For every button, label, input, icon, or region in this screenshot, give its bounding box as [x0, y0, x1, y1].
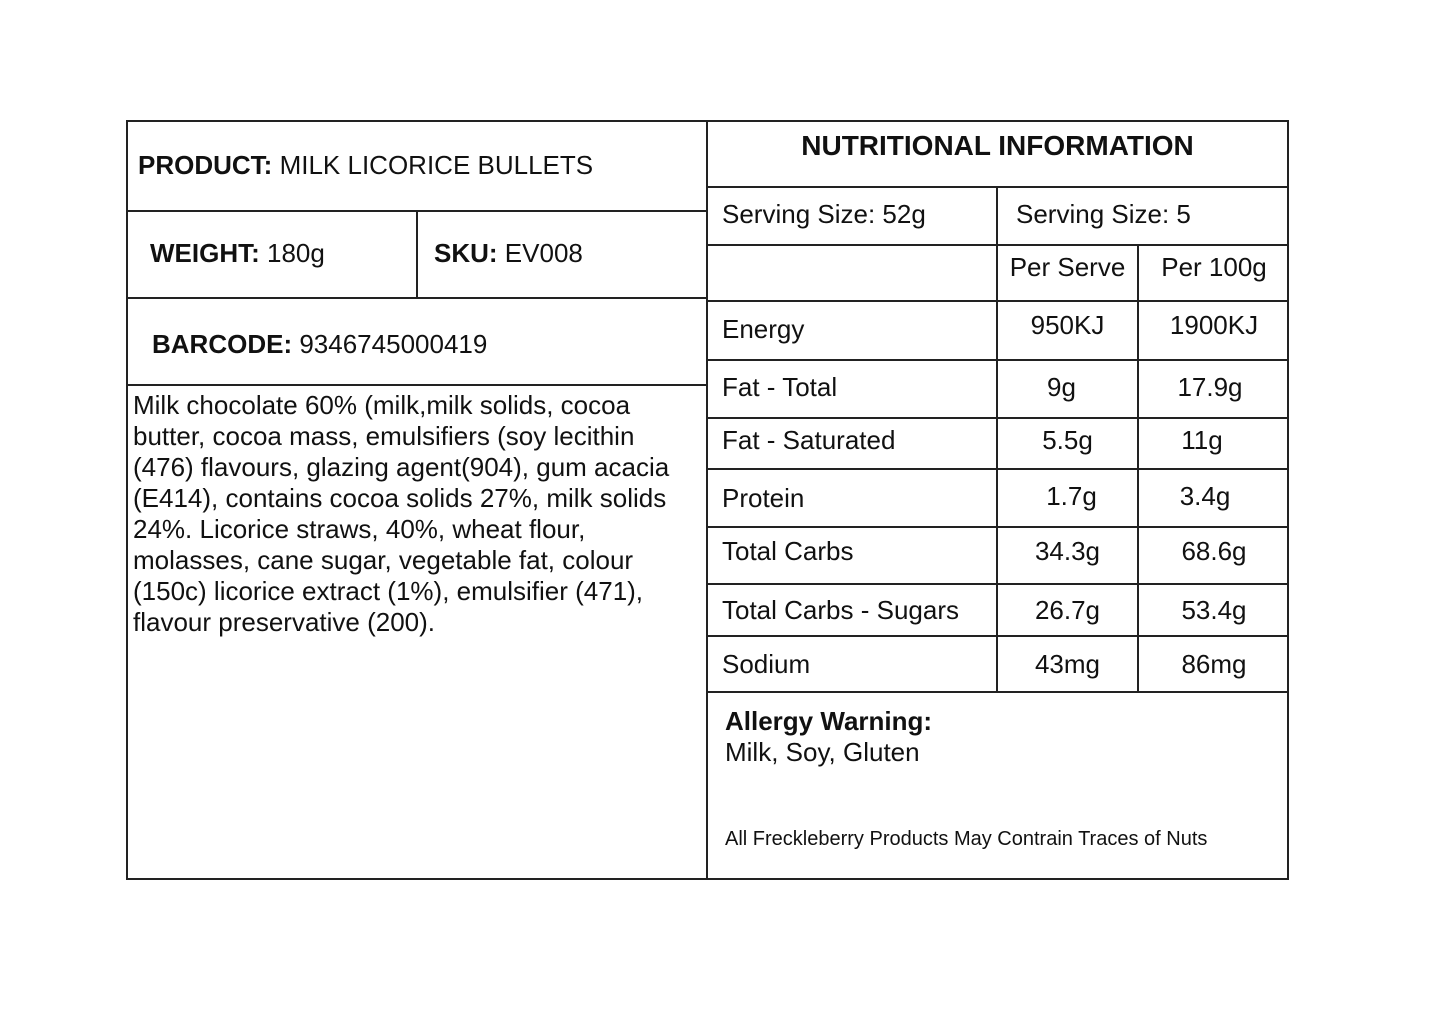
- product-value: MILK LICORICE BULLETS: [279, 150, 594, 180]
- product-field: [138, 150, 593, 181]
- nutrient-name: Fat - Saturated: [722, 425, 896, 455]
- nutrient-per-100g: 11g: [1181, 425, 1223, 455]
- product-label-text: PRODUCT:: [138, 150, 273, 180]
- nutrient-name: Fat - Total: [722, 372, 838, 402]
- divider-row-7: [706, 691, 1289, 693]
- nutrient-per-serve: 43mg: [1034, 649, 1101, 679]
- allergy-items: Milk, Soy, Gluten: [725, 737, 920, 767]
- allergy-title: Allergy Warning:: [725, 706, 933, 736]
- nutrient-per-serve: 9g: [1047, 372, 1076, 402]
- col-header-per-serve: Per Serve: [1009, 252, 1126, 282]
- weight-field: [150, 238, 325, 269]
- nutrient-per-serve: 26.7g: [1034, 595, 1101, 625]
- nutrient-per-100g: 17.9g: [1177, 372, 1243, 402]
- weight-value: 180g: [267, 238, 325, 268]
- sku-label-text: SKU:: [434, 238, 498, 268]
- nutrient-per-100g: 3.4g: [1179, 481, 1231, 511]
- nutrient-per-100g: 1900KJ: [1169, 310, 1259, 340]
- divider-weight: [126, 297, 706, 299]
- nutrient-name: Protein: [722, 483, 805, 513]
- nutrient-name: Sodium: [722, 649, 811, 679]
- barcode-value: 9346745000419: [299, 329, 488, 359]
- nutrient-name: Total Carbs: [722, 536, 854, 566]
- col-header-per-100g: Per 100g: [1161, 252, 1267, 282]
- servings-per-pack: Serving Size: 5: [1016, 199, 1191, 229]
- nutrient-per-100g: 86mg: [1181, 649, 1247, 679]
- divider-weight-sku: [416, 210, 418, 297]
- nutrition-title: NUTRITIONAL INFORMATION: [801, 130, 1194, 161]
- nutrient-per-100g: 68.6g: [1181, 536, 1247, 566]
- nutrient-per-100g: 53.4g: [1181, 595, 1247, 625]
- nutrient-name: Energy: [722, 314, 805, 344]
- barcode-label-text: BARCODE:: [152, 329, 293, 359]
- center-divider: [706, 120, 708, 880]
- nutrient-per-serve: 34.3g: [1034, 536, 1101, 566]
- nutrient-name: Total Carbs - Sugars: [722, 595, 959, 625]
- nutrient-per-serve: 950KJ: [1030, 310, 1105, 340]
- nut-disclaimer: All Freckleberry Products May Contrain Traces of Nuts: [725, 828, 1208, 850]
- sku-field: [434, 238, 583, 269]
- nutrient-per-serve: 1.7g: [1046, 481, 1097, 511]
- nutrient-per-serve: 5.5g: [1042, 425, 1093, 455]
- barcode-field: [152, 329, 487, 360]
- divider-barcode: [126, 384, 706, 386]
- weight-label-text: WEIGHT:: [150, 238, 260, 268]
- serving-size: Serving Size: 52g: [722, 199, 926, 229]
- sku-value: EV008: [504, 238, 583, 268]
- ingredients-text: Milk chocolate 60% (milk,milk solids, cocoa butter, cocoa mass, emulsifiers (soy lecithin (476) flavours, glazing agent(904), gum acacia (E414), contains cocoa solids 27%, milk solids 24%. Licorice straws, 40%, wheat flour, molasses, cane sugar, vegetable fat, colour (150c) licorice extract (1%), emulsifier (471), flavour preservative (200).: [133, 390, 670, 637]
